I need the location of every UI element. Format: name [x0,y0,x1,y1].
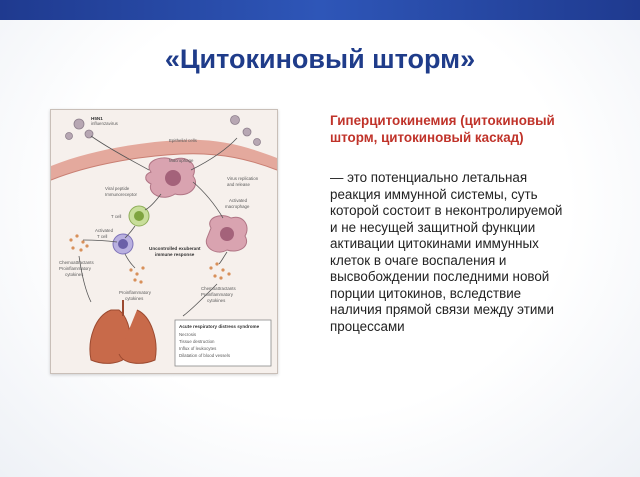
lungs [90,300,156,363]
label-cytokines-left: cytokines [65,272,84,277]
slide-title: «Цитокиновый шторм» [164,44,476,74]
label-uncontrolled-2: immune response [155,252,195,257]
label-chemo-right: Chemoattractants [201,286,236,291]
label-ards-item: Tissue destruction [179,339,215,344]
body-line: и не несущей защитной функции [330,219,536,235]
body-line: которой состоит в неконтролируемой [330,203,563,218]
label-activated-t: Activated [95,228,114,233]
label-proinfl-mid: Proinflammatory [119,290,151,295]
label-cytokines-right: cytokines [207,298,226,303]
label-virus-replication: Virus replication [227,176,259,181]
label-and-release: and release [227,182,250,187]
body-line: наличия прямой связи между этими [330,302,554,317]
macrophage-cell [146,158,196,197]
activated-macrophage [206,216,247,252]
label-t-cell: T cell [111,214,122,219]
label-ards-item: Dilatation of blood vessels [179,353,231,358]
label-activated-t-2: T cell [97,234,108,239]
label-viral-peptide: Viral peptide [105,186,130,191]
body-line: высвобождении последними новой [330,269,550,284]
label-activated-mac-2: macrophage [225,204,250,209]
heading-line: шторм, цитокиновый каскад) [330,130,524,145]
label-proinfl-left: Proinflammatory [59,266,91,271]
label-ards-item: Influx of leukocytes [179,346,217,351]
label-epithelial: Epithelial cells [169,138,197,143]
body-line: процессами [330,318,405,334]
body-line: реакция иммунной системы, суть [330,186,538,202]
label-immunoreceptor: Immunoreceptor [105,192,137,197]
cytokine-storm-illustration [50,109,278,374]
label-virus-2: influenzavirus [91,121,118,126]
heading-line: Гиперцитокинемия (цитокиновый [330,113,555,128]
label-ards-item: Necrosis [179,332,197,337]
body-line: клеток в очаге воспаления и [330,252,507,268]
definition-text [330,170,610,335]
label-uncontrolled: Uncontrolled exuberant [149,246,201,251]
label-proinfl-right: Proinflammatory [201,292,233,297]
body-line: активации цитокинами иммунных [330,236,539,251]
body-line: — это потенциально летальная [330,170,528,185]
label-ards-title: Acute respiratory distress syndrome [179,324,260,329]
label-cytokines-mid: cytokines [125,296,144,301]
body-line: порции цитокинов, вследствие [330,285,522,301]
label-virus: H5N1 [91,116,103,121]
label-activated-mac: Activated [229,198,248,203]
activated-t-cell [113,234,133,254]
illustration-svg [51,110,277,373]
label-macrophage: Macrophage [169,158,194,163]
top-bar [0,0,640,20]
label-chemo-left: Chemoattractants [59,260,94,265]
definition-heading [330,112,600,146]
